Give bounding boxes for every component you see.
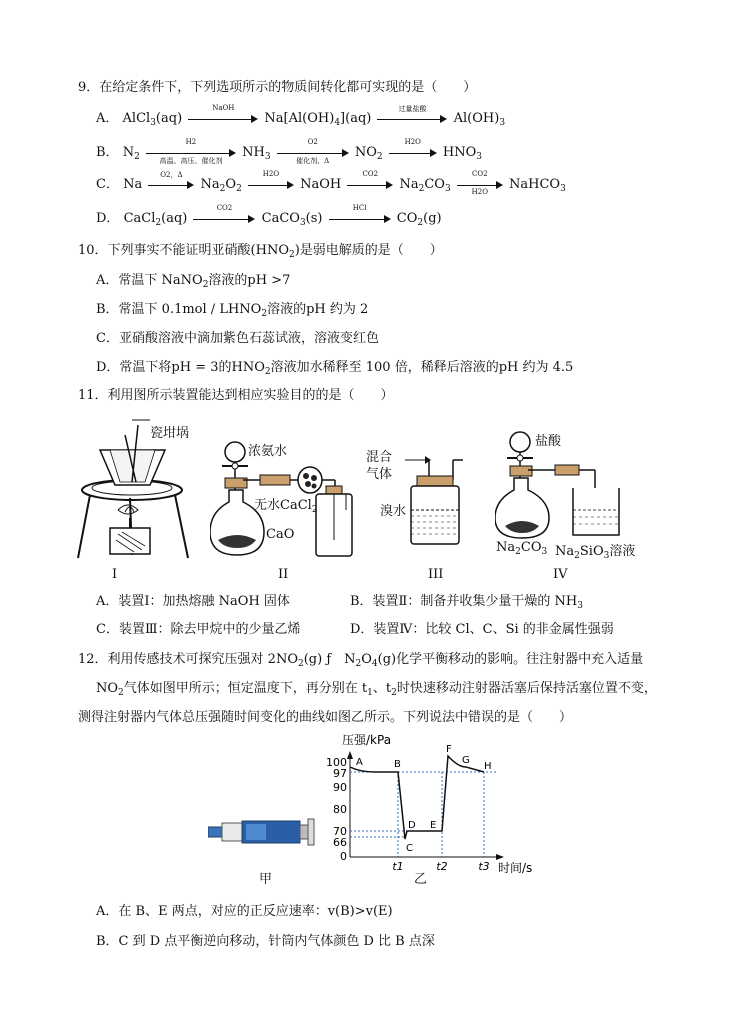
point-label-g: G (462, 755, 470, 766)
apparatus-iii-gas-wash (395, 450, 475, 550)
point-label-c: C (406, 843, 413, 854)
q9-option-c (96, 169, 566, 196)
y-tick: 66 (333, 836, 347, 849)
fig4-number: IV (553, 567, 568, 582)
fig2-top-label: 浓氨水 (248, 444, 288, 459)
q10-option-d: D．常温下将pH = 3的$HNO_2$溶液加水稀释至 100 倍，稀释后溶液的pH 约为 4.5 (96, 360, 574, 377)
arrow-condition: O2，Δ (160, 170, 183, 179)
arrow-condition: NaOH (212, 103, 235, 112)
subscript: 2 (376, 152, 383, 162)
fig4-right-label: $Na_2SiO_3$溶液 (555, 544, 636, 561)
formula: AlCl (122, 111, 151, 126)
arrow-condition-below: H2O (471, 187, 488, 196)
formula: CaCO (261, 211, 300, 226)
option-label: A． (96, 111, 119, 126)
point-label-h: H (484, 761, 492, 772)
formula: NaOH (300, 177, 342, 192)
subscript: 2 (155, 218, 162, 228)
q12-line3: 测得注射器内气体总压强随时间变化的曲线如图乙所示。下列说法中错误的是（ ） (78, 710, 573, 725)
reaction-arrow (248, 169, 294, 192)
fig1-label: 瓷坩埚 (150, 426, 190, 441)
subscript: 2 (236, 184, 242, 194)
fig3-in-label-b: 气体 (366, 467, 393, 482)
arrow-condition: CO2 (472, 169, 488, 178)
subscript: 4 (334, 118, 341, 128)
formula: NaHCO (508, 177, 561, 192)
formula: (g) (423, 211, 442, 226)
q12-line1: 12．利用传感技术可探究压强对 $2NO_2(g)$ ƒ $N_2O_4(g)$化学平衡移动的影响。往注射器中充入适量 (78, 652, 644, 669)
point-label-e: E (430, 820, 437, 831)
fig3-in-label-a: 混合 (366, 450, 393, 465)
subscript: 3 (476, 152, 482, 162)
fig2-bottom-label: CaO (266, 527, 295, 542)
q9-option-b (96, 137, 482, 165)
fig4-top-label: 盐酸 (535, 434, 562, 449)
q10-option-a: A．常温下 NaNO$_2$溶液的pH >7 (96, 273, 291, 290)
fig4-left-label: $Na_2CO_3$ (496, 540, 548, 557)
arrow-condition: H2O (404, 137, 421, 146)
q9-option-d (96, 203, 442, 228)
subscript: 3 (444, 184, 451, 194)
formula: (aq) (155, 111, 183, 126)
subscript: 3 (560, 184, 566, 194)
formula: Na[Al(OH) (264, 111, 335, 126)
arrow-condition-below: 高温、高压、催化剂 (159, 156, 223, 165)
formula: (aq) (161, 211, 188, 226)
formula: CO (424, 177, 445, 192)
formula: CO (396, 211, 418, 226)
subscript: 3 (150, 118, 156, 128)
arrow-condition: 过量盐酸 (398, 104, 427, 113)
y-tick: 80 (333, 803, 347, 816)
q12-line2: $NO_2$气体如图甲所示；恒定温度下，再分别在 $t_1$、$t_2$时快速移动注射器活塞后保持活塞位置不变， (96, 681, 657, 698)
fig-yi-label: 乙 (414, 872, 428, 887)
reaction-arrow (277, 137, 349, 165)
subscript: 3 (499, 118, 506, 128)
formula: Na (399, 177, 419, 192)
q11-option-b: B．装置Ⅱ：制备并收集少量干燥的 $NH_3$ (350, 594, 583, 611)
chart-ylabel: 压强/kPa (342, 733, 392, 747)
point-label-f: F (446, 744, 452, 755)
q11-option-c: C．装置Ⅲ：除去甲烷中的少量乙烯 (96, 622, 301, 637)
pressure-curve (350, 756, 484, 839)
fig2-mid-label: 无水CaCl$_2$ (254, 498, 318, 515)
reaction-arrow (146, 137, 236, 165)
q11-option-d: D．装置Ⅳ：比较 Cl、C、Si 的非金属性强弱 (350, 622, 614, 637)
reaction-arrow (377, 104, 447, 126)
guide-lines (350, 772, 496, 857)
apparatus-iv-acid-strength (495, 430, 645, 540)
q12-option-a: A．在 B、E 两点，对应的正反应速率：v(B)>v(E) (96, 904, 393, 919)
q10-option-b: B．常温下 $0.1mol / LHNO_2$溶液的pH 约为 2 (96, 302, 369, 319)
fig-jia-label: 甲 (259, 872, 273, 887)
subscript: 3 (299, 218, 306, 228)
subscript: 2 (219, 184, 226, 194)
q9-option-a (96, 103, 506, 128)
y-tick: 70 (333, 825, 347, 838)
formula: O (225, 177, 237, 192)
y-tick: 0 (340, 850, 347, 863)
fig3-number: III (428, 567, 444, 582)
q10-option-c: C．亚硝酸溶液中滴加紫色石蕊试液，溶液变红色 (96, 331, 379, 346)
arrow-condition: HCl (352, 203, 367, 212)
chart-xlabel: 时间/s (498, 861, 533, 875)
reaction-arrow (329, 203, 391, 226)
q12-option-b: B．C 到 D 点平衡逆向移动，针筒内气体颜色 D 比 B 点深 (96, 934, 435, 949)
formula: ](aq) (340, 111, 372, 126)
fig1-number: I (112, 567, 118, 582)
subscript: 2 (134, 152, 140, 162)
fig3-liquid-label: 溴水 (380, 504, 407, 519)
y-tick: 100 (326, 756, 347, 769)
reaction-arrow (193, 203, 255, 226)
x-tick: t2 (436, 860, 448, 873)
fig2-number: II (278, 567, 289, 582)
q9-stem: 9．在给定条件下，下列选项所示的物质间转化都可实现的是（ ） (78, 80, 477, 95)
pressure-chart (310, 727, 550, 877)
arrow-condition: H2O (262, 169, 280, 178)
arrow-condition: H2 (185, 137, 197, 146)
option-label: B． (96, 145, 119, 160)
subscript: 3 (264, 152, 271, 162)
formula: Al(OH) (453, 111, 500, 126)
option-label: D． (96, 211, 120, 226)
formula: CaCl (123, 211, 156, 226)
q11-option-a: A．装置Ⅰ：加热熔融 NaOH 固体 (96, 594, 290, 609)
reaction-arrow (188, 103, 258, 126)
formula: (s) (305, 211, 323, 226)
y-tick: 97 (333, 767, 347, 780)
reaction-arrow (389, 137, 437, 160)
syringe-figure (208, 818, 318, 846)
reaction-arrow (457, 169, 503, 196)
x-tick: t1 (392, 860, 404, 873)
arrow-condition: O2 (307, 137, 318, 146)
y-tick: 90 (333, 781, 347, 794)
formula: NO (354, 145, 377, 160)
x-tick: t3 (478, 860, 490, 873)
reaction-arrow (347, 169, 393, 192)
formula: N (122, 145, 135, 160)
formula: Na (123, 177, 143, 192)
arrow-condition: CO2 (216, 203, 233, 212)
subscript: 2 (418, 184, 425, 194)
point-label-a: A (356, 757, 363, 768)
subscript: 2 (417, 218, 424, 228)
q11-stem: 11．利用图所示装置能达到相应实验目的的是（ ） (78, 388, 394, 403)
arrow-condition-below: 催化剂、Δ (296, 156, 330, 165)
q10-stem: 10．下列事实不能证明亚硝酸$(HNO_2)$是弱电解质的是（ ） (78, 243, 443, 260)
reaction-arrow (148, 170, 194, 192)
option-label: C． (96, 177, 119, 192)
formula: HNO (442, 145, 477, 160)
point-label-b: B (394, 759, 401, 770)
point-label-d: D (408, 820, 416, 831)
arrow-condition: CO2 (362, 169, 379, 178)
formula: NH (242, 145, 265, 160)
formula: Na (200, 177, 220, 192)
